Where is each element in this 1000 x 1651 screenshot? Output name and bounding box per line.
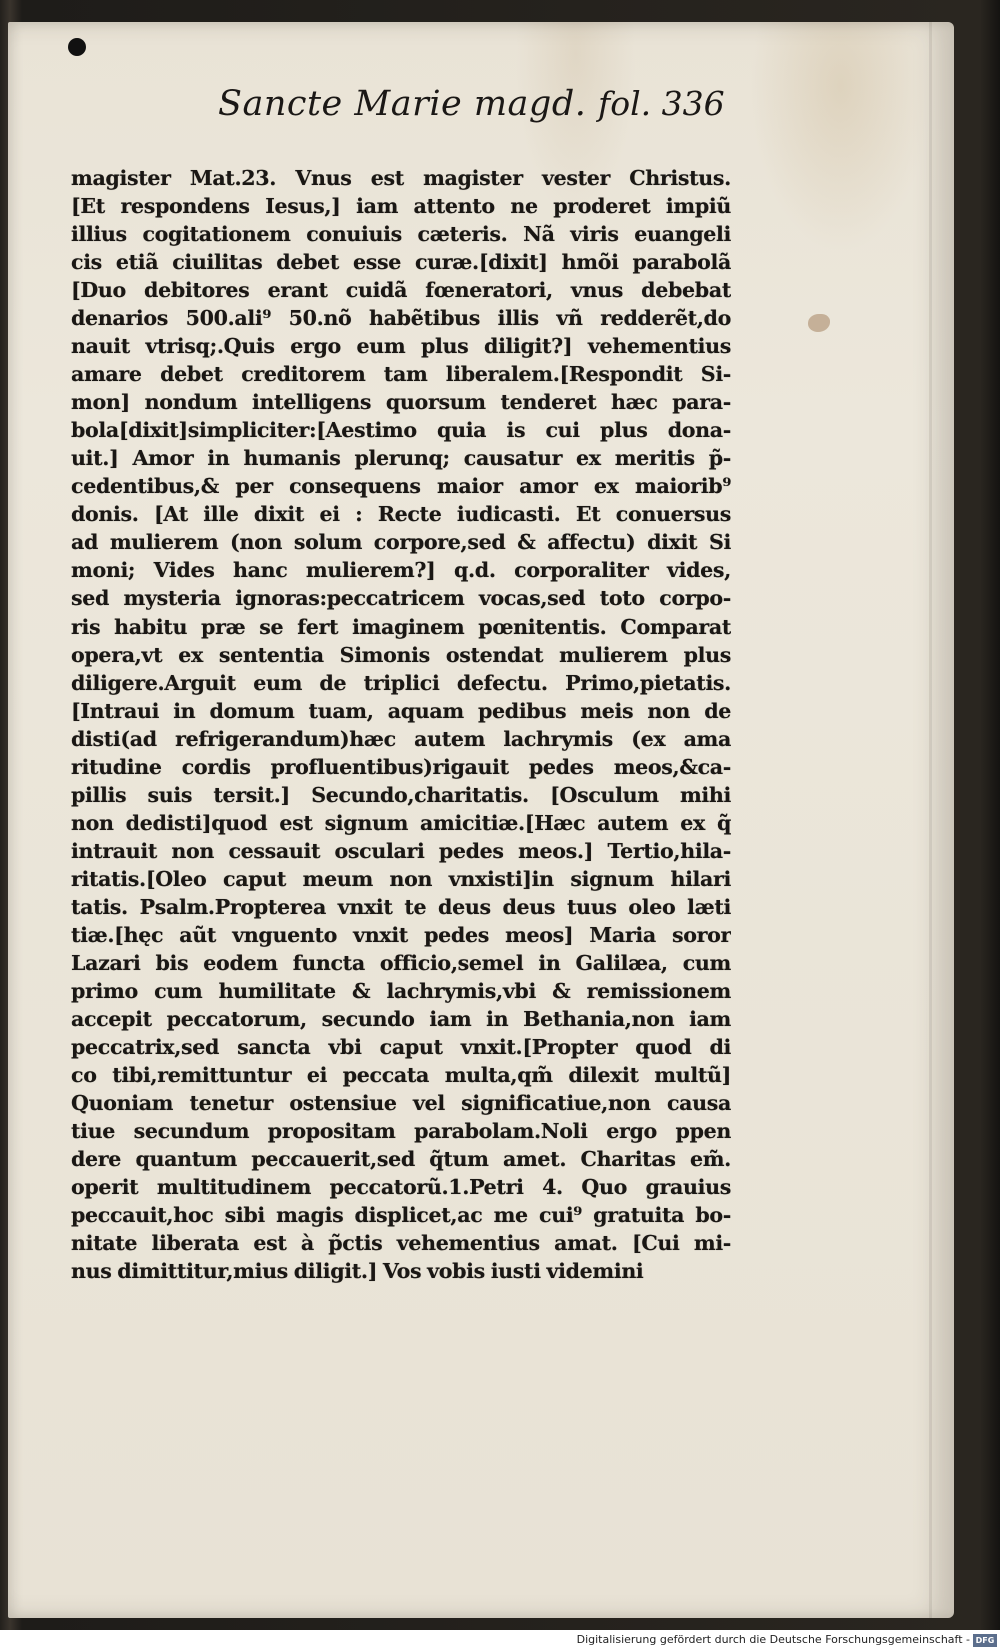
text-line: diligere.Arguit eum de triplici defectu. Primo,pietatis. [71, 670, 731, 695]
text-line: primo cum humilitate & lachrymis,vbi & remissionem [71, 978, 731, 1003]
text-line: amare debet creditorem tam liberalem.[Respondit Si- [71, 362, 731, 387]
text-line: operit multitudinem peccatorũ.1.Petri 4. Quo grauius [71, 1175, 731, 1200]
text-line: dere quantum peccauerit,sed q̃tum amet. Charitas em̃. [71, 1147, 731, 1172]
text-line: denarios 500.ali⁹ 50.nõ habẽtibus illis vñ redderẽt,do [71, 306, 731, 331]
text-line: ritatis.[Oleo caput meum non vnxisti]in signum hilari [71, 866, 731, 891]
text-line: [Duo debitores erant cuidã fœneratori, vnus debebat [71, 278, 731, 303]
text-line: Quoniam tenetur ostensiue vel significatiue,non causa [71, 1091, 731, 1116]
text-line: cedentibus,& per consequens maior amor ex maiorib⁹ [71, 474, 731, 499]
text-line: ris habitu præ se fert imaginem pœnitentis. Comparat [71, 614, 731, 639]
text-line: mon] nondum intelligens quorsum tenderet hæc para- [71, 390, 731, 415]
text-line: accepit peccatorum, secundo iam in Bethania,non iam [71, 1006, 731, 1031]
text-line: ad mulierem (non solum corpore,sed & affectu) dixit Si [71, 530, 731, 555]
running-title: Sancte Marie magd. [218, 84, 587, 124]
text-line: moni; Vides hanc mulierem?] q.d. corporaliter vides, [71, 558, 731, 583]
text-line: nitate liberata est à p̃ctis vehementius amat. [Cui mi- [71, 1231, 731, 1256]
text-line: [Intraui in domum tuam, aquam pedibus meis non de [71, 698, 731, 723]
text-line: tatis. Psalm.Propterea vnxit te deus deus tuus oleo læti [71, 894, 731, 919]
page-header [208, 84, 748, 134]
text-line: ritudine cordis profluentibus)rigauit pedes meos,&ca- [71, 754, 731, 779]
text-line: nauit vtrisq;.Quis ergo eum plus diligit?] vehementius [71, 334, 731, 359]
text-line: non dedisti]quod est signum amicitiæ.[Hæc autem ex q̃ [71, 810, 731, 835]
page-edge-shadow [929, 22, 932, 1618]
book-page [8, 22, 954, 1618]
funding-credit: Digitalisierung gefördert durch die Deutsche Forschungsgemeinschaft - [576, 1633, 970, 1646]
text-line: tiue secundum propositam parabolam.Noli ergo ppen [71, 1119, 731, 1144]
text-line: Lazari bis eodem functa officio,semel in Galilæa, cum [71, 950, 731, 975]
footer-bar [0, 1630, 1000, 1651]
text-line: peccatrix,sed sancta vbi caput vnxit.[Propter quod di [71, 1034, 731, 1059]
punch-hole [68, 38, 86, 56]
paper-stain [808, 314, 830, 332]
text-line: peccauit,hoc sibi magis displicet,ac me cui⁹ gratuita bo- [71, 1203, 731, 1228]
folio-number: fol. 336 [598, 84, 725, 123]
main-text-block [71, 164, 731, 1285]
text-line: nus dimittitur,mius diligit.] Vos vobis iusti videmini [71, 1259, 644, 1284]
text-line: [Et respondens Iesus,] iam attento ne proderet impiũ [71, 194, 731, 219]
text-line: co tibi,remittuntur ei peccata multa,qm̃ dilexit multũ] [71, 1063, 731, 1087]
text-line: cis etiã ciuilitas debet esse curæ.[dixit] hmõi parabolã [71, 250, 731, 275]
text-line: pillis suis tersit.] Secundo,charitatis. [Osculum mihi [71, 782, 731, 807]
text-line: disti(ad refrigerandum)hæc autem lachrymis (ex ama [71, 726, 731, 751]
text-line: tiæ.[hęc aũt vnguento vnxit pedes meos] Maria soror [71, 922, 731, 947]
text-line: uit.] Amor in humanis plerunq; causatur ex meritis p̃- [71, 446, 731, 471]
dfg-logo: DFG [973, 1634, 997, 1647]
text-line: sed mysteria ignoras:peccatricem vocas,sed toto corpo- [71, 586, 731, 611]
text-line: opera,vt ex sententia Simonis ostendat mulierem plus [71, 642, 731, 667]
text-line: donis. [At ille dixit ei : Recte iudicasti. Et conuersus [71, 502, 731, 527]
text-line: intrauit non cessauit osculari pedes meos.] Tertio,hila- [71, 838, 731, 863]
text-line: illius cogitationem conuiuis cæteris. Nã viris euangeli [71, 222, 731, 247]
text-line: magister Mat.23. Vnus est magister vester Christus. [71, 166, 731, 190]
text-line: bola[dixit]simpliciter:[Aestimo quia is cui plus dona- [71, 418, 731, 443]
